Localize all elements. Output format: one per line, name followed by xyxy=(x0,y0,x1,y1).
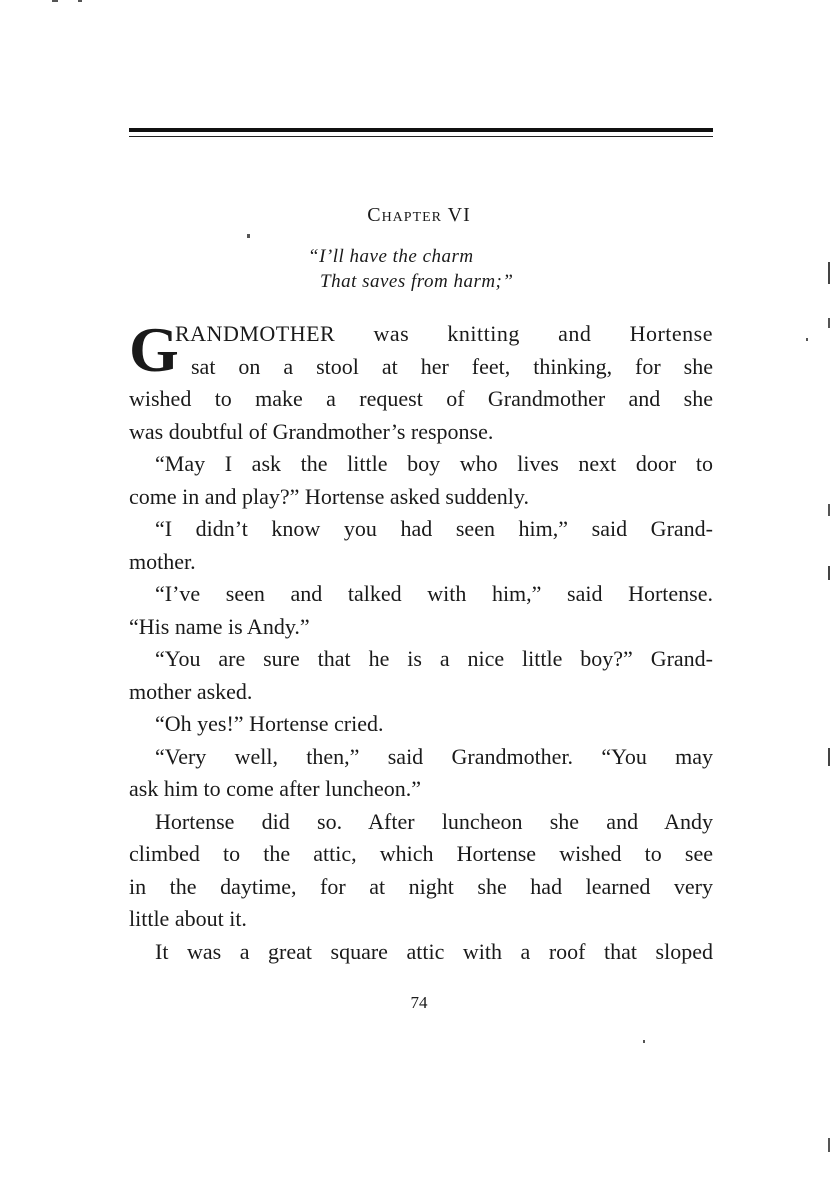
text-line: climbed to the attic, which Hortense wished to see xyxy=(129,841,713,866)
scan-speck xyxy=(828,504,830,516)
paragraph xyxy=(129,643,713,708)
scan-speck xyxy=(806,338,808,341)
chapter-heading: Chapter VI xyxy=(367,204,471,226)
paragraph xyxy=(129,314,713,448)
scan-speck xyxy=(52,0,58,2)
scan-speck xyxy=(78,0,82,2)
paragraph xyxy=(129,448,713,513)
text-line: “I’ve seen and talked with him,” said Hortense. xyxy=(155,581,713,606)
text-line: “May I ask the little boy who lives next door to xyxy=(155,451,713,476)
scan-speck xyxy=(643,1040,645,1043)
epigraph-line: “I’ll have the charm xyxy=(308,246,474,267)
epigraph xyxy=(308,244,513,294)
body-text xyxy=(129,314,713,968)
paragraph xyxy=(129,708,713,741)
text-line: sat on a stool at her feet, thinking, for she xyxy=(191,353,713,379)
text-line: RANDMOTHER was knitting and Hortense xyxy=(175,321,713,346)
text-line: “Very well, then,” said Grandmother. “You may xyxy=(155,743,713,769)
paragraph xyxy=(129,578,713,643)
text-line: Hortense did so. After luncheon she and Andy xyxy=(155,808,713,834)
header-rule-thin xyxy=(129,136,713,137)
paragraph xyxy=(129,806,713,936)
text-line: “You are sure that he is a nice little boy?” Grand- xyxy=(155,646,713,671)
text-line: mother. xyxy=(129,548,196,574)
margin-mark xyxy=(828,262,830,284)
text-line: come in and play?” Hortense asked suddenly. xyxy=(129,483,529,509)
scan-speck xyxy=(828,1138,830,1152)
margin-mark xyxy=(828,566,830,580)
header-rule-thick xyxy=(129,128,713,132)
paragraph xyxy=(129,741,713,806)
scan-speck xyxy=(828,318,830,328)
text-line: ask him to come after luncheon.” xyxy=(129,776,422,801)
epigraph-line: That saves from harm;” xyxy=(320,271,514,292)
paragraph xyxy=(129,936,713,969)
text-line: It was a great square attic with a roof that sloped xyxy=(155,938,713,964)
page-number: 74 xyxy=(410,993,428,1012)
text-line: “His name is Andy.” xyxy=(129,613,310,639)
text-line: “Oh yes!” Hortense cried. xyxy=(155,711,384,736)
scan-speck xyxy=(247,234,250,238)
text-line: little about it. xyxy=(129,906,247,931)
text-line: was doubtful of Grandmother’s response. xyxy=(129,418,494,444)
text-line: in the daytime, for at night she had learned very xyxy=(129,873,713,899)
drop-cap: G xyxy=(129,314,179,385)
text-line: “I didn’t know you had seen him,” said Grand- xyxy=(155,516,713,541)
text-line: wished to make a request of Grandmother and she xyxy=(129,386,713,411)
margin-mark xyxy=(828,748,830,766)
paragraph xyxy=(129,513,713,578)
text-line: mother asked. xyxy=(129,678,253,704)
